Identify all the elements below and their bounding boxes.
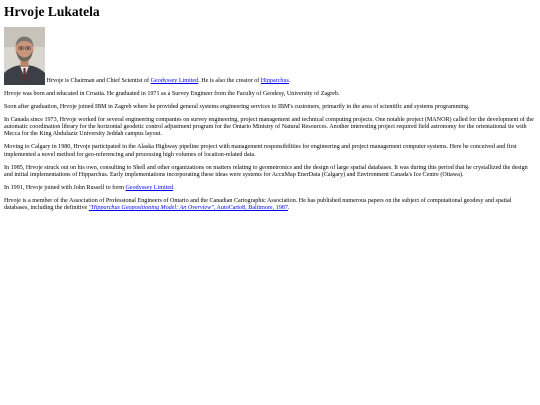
p7-text-before: Hrvoje is a member of the Association of Professional Engineers of Ontario and the Canadian Cartographic Association. He has published numerous papers on the subject of computational geodesy and spatial databases, including the definitive — [4, 197, 512, 212]
intro-paragraph — [4, 27, 536, 85]
portrait-photo — [4, 27, 45, 85]
bio-paragraph-ibm: Soon after graduation, Hrvoje joined IBM in Zagreb where he provided general systems engineering services to IBM's customers, primarily in the area of scientific and systems programming. — [4, 104, 470, 111]
p6-text-before: In 1991, Hrvoje joined with John Russell to form — [4, 184, 126, 191]
intro-text-after: . — [288, 77, 291, 84]
bio-paragraph-geodyssey — [4, 185, 536, 192]
intro-text-before: Hrvoje is Chairman and Chief Scientist of — [45, 77, 151, 84]
geodyssey-link[interactable]: Geodyssey Limited — [150, 77, 199, 84]
page-title: Hrvoje Lukatela — [4, 4, 100, 19]
bio-paragraph-education: Hrvoje was born and educated in Croatia. He graduated in 1971 as a Survey Engineer from the Faculty of Geodesy, University of Zagreb. — [4, 91, 340, 97]
paper-venue: , AutoCarto8, Baltimore, 1987 — [213, 205, 288, 212]
hipparchus-link[interactable]: Hipparchus — [260, 77, 289, 84]
geodyssey-link-2[interactable]: Geodyssey Limited — [125, 184, 174, 191]
paper-title: "Hipparchus Geopositioning Model: An Overview" — [88, 205, 214, 212]
paper-title-link[interactable] — [89, 205, 288, 211]
intro-text-middle: . He is also the creator of — [198, 77, 261, 84]
bio-paragraph-consulting: In 1985, Hrvoje struck out on his own, consulting to Shell and other organizations on matters relating to geometronics and the design of large spatial databases. It was during this period that he crystallized the design and initial implementations of Hipparchus. Early implementations incorporating these ideas were systems for AccuMap EnerData (Calgary) and Environment Canada's Ice Centre (Ottawa). — [4, 164, 528, 178]
person-portrait-icon — [4, 27, 45, 85]
bio-paragraph-memberships — [4, 198, 536, 212]
bio-paragraph-canada: In Canada since 1973, Hrvoje worked for several engineering companies on survey engineering, project management and technical computing projects. One notable project (MANOR) called for the development of the automatic coordination library for the horizontal geodetic control adjustment program for the Ontario Ministry of Natural Resources. Another interesting project required field astronomy for the orientational tie with Mecca for the King Abdulaziz University Jeddah campus layout. — [4, 117, 534, 138]
p7-text-after: . — [287, 205, 290, 212]
p6-text-after: . — [173, 184, 175, 191]
bio-paragraph-calgary: Moving to Calgary in 1980, Hrvoje participated in the Alaska Highway pipeline project with management responsibilities for engineering and project management computer systems. Here he conceived and first implemented a novel method for geo-referencing and processing high volumes of location-related data. — [4, 144, 517, 158]
